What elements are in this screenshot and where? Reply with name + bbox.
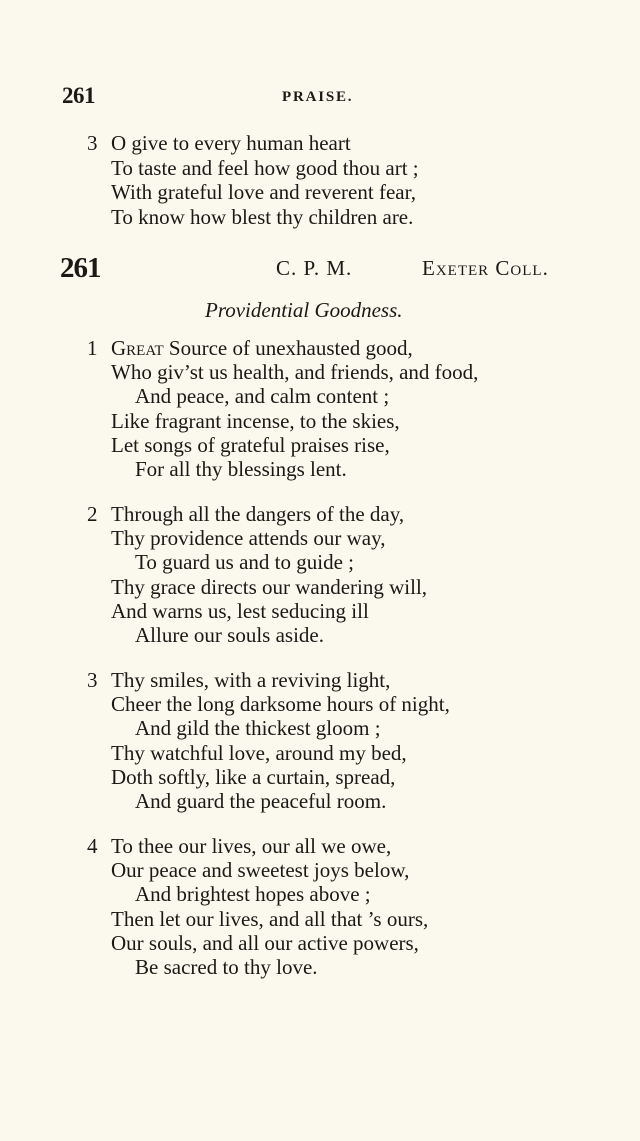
stanza-number: 3 — [87, 668, 98, 692]
stanza-number: 2 — [87, 502, 98, 526]
verse-line: Through all the dangers of the day, — [111, 502, 405, 526]
hymn-subtitle: Providential Goodness. — [205, 298, 403, 322]
verse-line: Then let our lives, and all that ’s ours, — [111, 907, 429, 931]
verse-line: Thy watchful love, around my bed, — [111, 741, 407, 765]
stanza-number: 4 — [87, 834, 98, 858]
hymn-number: 261 — [60, 252, 101, 284]
stanza-number: 1 — [87, 336, 98, 360]
first-word: Great — [111, 336, 164, 360]
verse-line: Thy providence attends our way, — [111, 526, 386, 550]
first-line-rest: Source of unexhausted good, — [163, 336, 413, 360]
verse-line-indented: Allure our souls aside. — [135, 623, 324, 647]
verse-line: And warns us, lest seducing ill — [111, 599, 369, 623]
verse-line-indented: And guard the peaceful room. — [135, 789, 387, 813]
verse-line: With grateful love and reverent fear, — [111, 180, 416, 204]
verse-line: Thy smiles, with a reviving light, — [111, 668, 391, 692]
verse-line: Cheer the long darksome hours of night, — [111, 692, 450, 716]
verse-line-indented: Be sacred to thy love. — [135, 955, 318, 979]
verse-line: To thee our lives, our all we owe, — [111, 834, 392, 858]
verse-line-indented: And gild the thickest gloom ; — [135, 716, 381, 740]
verse-line: Thy grace directs our wandering will, — [111, 575, 428, 599]
verse-line: To taste and feel how good thou art ; — [111, 156, 419, 180]
verse-line: Our souls, and all our active powers, — [111, 931, 419, 955]
verse-line: Doth softly, like a curtain, spread, — [111, 765, 396, 789]
verse-line-indented: And peace, and calm content ; — [135, 384, 390, 408]
verse-line: To know how blest thy children are. — [111, 205, 414, 229]
running-head: PRAISE. — [282, 89, 354, 105]
verse-line-indented: To guard us and to guide ; — [135, 550, 354, 574]
page-number: 261 — [62, 83, 95, 108]
verse-line: Like fragrant incense, to the skies, — [111, 409, 400, 433]
verse-line-indented: And brightest hopes above ; — [135, 882, 371, 906]
verse-line: O give to every human heart — [111, 131, 351, 155]
verse-line: Who giv’st us health, and friends, and food, — [111, 360, 479, 384]
verse-line: Our peace and sweetest joys below, — [111, 858, 410, 882]
prev-stanza-number: 3 — [87, 131, 98, 155]
verse-line: Let songs of grateful praises rise, — [111, 433, 390, 457]
verse-line — [111, 336, 413, 360]
hymn-tune: Exeter Coll. — [422, 256, 549, 280]
hymn-meter: C. P. M. — [276, 256, 353, 280]
verse-line-indented: For all thy blessings lent. — [135, 457, 347, 481]
